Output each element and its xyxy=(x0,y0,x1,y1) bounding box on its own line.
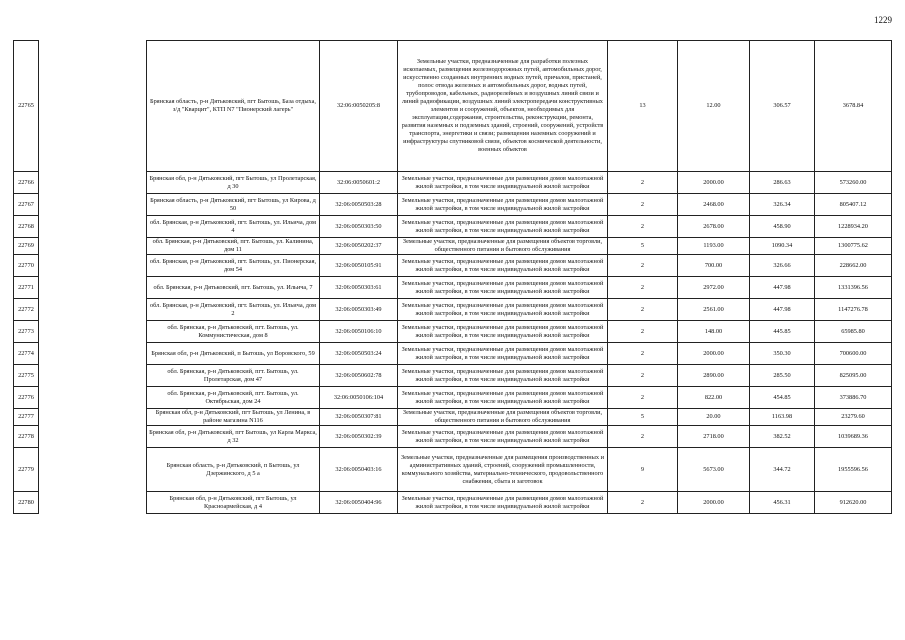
gap-cell xyxy=(39,492,147,514)
area-cell: 20.00 xyxy=(678,409,750,426)
table-row xyxy=(14,448,892,492)
row-id-cell: 22769 xyxy=(14,238,39,255)
cadastral-number-cell: 32:06:0050106:104 xyxy=(320,387,398,409)
land-use-description-cell: Земельные участки, предназначенные для размещения домов малоэтажной жилой застройки, в том числе индивидуальной жилой застройки xyxy=(398,365,608,387)
specific-value-cell: 382.52 xyxy=(750,426,815,448)
land-use-description-cell: Земельные участки, предназначенные для размещения домов малоэтажной жилой застройки, в том числе индивидуальной жилой застройки xyxy=(398,343,608,365)
land-use-description-cell: Земельные участки, предназначенные для размещения домов малоэтажной жилой застройки, в том числе индивидуальной жилой застройки xyxy=(398,194,608,216)
table-row xyxy=(14,194,892,216)
gap-cell xyxy=(39,448,147,492)
land-use-description-cell: Земельные участки, предназначенные для размещения домов малоэтажной жилой застройки, в том числе индивидуальной жилой застройки xyxy=(398,299,608,321)
table-row xyxy=(14,41,892,172)
specific-value-cell: 326.34 xyxy=(750,194,815,216)
group-code-cell: 2 xyxy=(608,365,678,387)
cadastral-value-table xyxy=(13,40,892,514)
group-code-cell: 2 xyxy=(608,172,678,194)
address-cell: Брянская обл, р-н Дятьковский, пгт Бытошь, ул Пролетарская, д 30 xyxy=(147,172,320,194)
area-cell: 2890.00 xyxy=(678,365,750,387)
group-code-cell: 13 xyxy=(608,41,678,172)
group-code-cell: 2 xyxy=(608,255,678,277)
specific-value-cell: 447.98 xyxy=(750,277,815,299)
row-id-cell: 22779 xyxy=(14,448,39,492)
table-row xyxy=(14,492,892,514)
land-use-description-cell: Земельные участки, предназначенные для размещения домов малоэтажной жилой застройки, в том числе индивидуальной жилой застройки xyxy=(398,321,608,343)
group-code-cell: 9 xyxy=(608,448,678,492)
gap-cell xyxy=(39,172,147,194)
group-code-cell: 2 xyxy=(608,426,678,448)
cadastral-number-cell: 32:06:0050404:96 xyxy=(320,492,398,514)
group-code-cell: 2 xyxy=(608,277,678,299)
cadastral-number-cell: 32:06:0050303:50 xyxy=(320,216,398,238)
cadastral-value-cell: 373886.70 xyxy=(815,387,892,409)
area-cell: 700.00 xyxy=(678,255,750,277)
cadastral-number-cell: 32:06:0050503:28 xyxy=(320,194,398,216)
specific-value-cell: 458.90 xyxy=(750,216,815,238)
specific-value-cell: 326.66 xyxy=(750,255,815,277)
row-id-cell: 22778 xyxy=(14,426,39,448)
cadastral-value-cell: 228662.00 xyxy=(815,255,892,277)
cadastral-value-cell: 1039689.36 xyxy=(815,426,892,448)
address-cell: обл. Брянская, р-н Дятьковский, пгт. Бытошь, ул. Ильича, дом 2 xyxy=(147,299,320,321)
table-row xyxy=(14,299,892,321)
specific-value-cell: 350.30 xyxy=(750,343,815,365)
specific-value-cell: 1090.34 xyxy=(750,238,815,255)
table-row xyxy=(14,409,892,426)
specific-value-cell: 306.57 xyxy=(750,41,815,172)
table-row xyxy=(14,321,892,343)
group-code-cell: 2 xyxy=(608,194,678,216)
land-use-description-cell: Земельные участки, предназначенные для размещения домов малоэтажной жилой застройки, в том числе индивидуальной жилой застройки xyxy=(398,426,608,448)
gap-cell xyxy=(39,41,147,172)
cadastral-number-cell: 32:06:0050503:24 xyxy=(320,343,398,365)
row-id-cell: 22780 xyxy=(14,492,39,514)
group-code-cell: 2 xyxy=(608,321,678,343)
area-cell: 822.00 xyxy=(678,387,750,409)
cadastral-number-cell: 32:06:0050303:49 xyxy=(320,299,398,321)
cadastral-number-cell: 32:06:0050307:81 xyxy=(320,409,398,426)
cadastral-number-cell: 32:06:0050601:2 xyxy=(320,172,398,194)
area-cell: 2678.00 xyxy=(678,216,750,238)
row-id-cell: 22773 xyxy=(14,321,39,343)
address-cell: Брянская область, р-н Дятьковский, п Бытошь, ул Дзержинского, д 5 а xyxy=(147,448,320,492)
specific-value-cell: 285.50 xyxy=(750,365,815,387)
group-code-cell: 5 xyxy=(608,238,678,255)
table-row xyxy=(14,255,892,277)
table-row xyxy=(14,277,892,299)
land-use-description-cell: Земельные участки, предназначенные для размещения объектов торговли, общественного питания и бытового обслуживания xyxy=(398,238,608,255)
row-id-cell: 22765 xyxy=(14,41,39,172)
address-cell: Брянская область, р-н Дятьковский, пгт Бытошь, База отдыха, з/д "Кварцит", КТП N7 "Пионерский лагерь" xyxy=(147,41,320,172)
table-row xyxy=(14,365,892,387)
land-use-description-cell: Земельные участки, предназначенные для размещения домов малоэтажной жилой застройки, в том числе индивидуальной жилой застройки xyxy=(398,172,608,194)
cadastral-value-cell: 825095.00 xyxy=(815,365,892,387)
area-cell: 2468.00 xyxy=(678,194,750,216)
gap-cell xyxy=(39,343,147,365)
row-id-cell: 22772 xyxy=(14,299,39,321)
area-cell: 5673.00 xyxy=(678,448,750,492)
address-cell: Брянская обл, р-н Дятьковский, п Бытошь, ул Воровского, 59 xyxy=(147,343,320,365)
address-cell: обл. Брянская, р-н Дятьковский, пгт. Бытошь, ул. Октябрьская, дом 24 xyxy=(147,387,320,409)
area-cell: 1193.00 xyxy=(678,238,750,255)
table-row xyxy=(14,216,892,238)
address-cell: обл. Брянская, р-н Дятьковский, пгт. Бытошь, ул. Ильича, 7 xyxy=(147,277,320,299)
cadastral-value-cell: 912620.00 xyxy=(815,492,892,514)
gap-cell xyxy=(39,216,147,238)
specific-value-cell: 447.98 xyxy=(750,299,815,321)
group-code-cell: 5 xyxy=(608,409,678,426)
address-cell: обл. Брянская, р-н Дятьковский, пгт. Бытошь, ул. Пионерская, дом 54 xyxy=(147,255,320,277)
address-cell: Брянская область, р-н Дятьковский, пгт Бытошь, ул Кирова, д 50 xyxy=(147,194,320,216)
row-id-cell: 22770 xyxy=(14,255,39,277)
gap-cell xyxy=(39,194,147,216)
gap-cell xyxy=(39,409,147,426)
land-use-description-cell: Земельные участки, предназначенные для размещения домов малоэтажной жилой застройки, в том числе индивидуальной жилой застройки xyxy=(398,387,608,409)
cadastral-value-cell: 23279.60 xyxy=(815,409,892,426)
land-use-description-cell: Земельные участки, предназначенные для размещения домов малоэтажной жилой застройки, в том числе индивидуальной жилой застройки xyxy=(398,277,608,299)
cadastral-value-cell: 1955596.56 xyxy=(815,448,892,492)
cadastral-number-cell: 32:06:0050205:8 xyxy=(320,41,398,172)
cadastral-number-cell: 32:06:0050403:16 xyxy=(320,448,398,492)
cadastral-value-cell: 3678.84 xyxy=(815,41,892,172)
cadastral-number-cell: 32:06:0050602:78 xyxy=(320,365,398,387)
table-row xyxy=(14,343,892,365)
cadastral-value-cell: 65985.80 xyxy=(815,321,892,343)
table-body xyxy=(14,41,892,514)
gap-cell xyxy=(39,321,147,343)
group-code-cell: 2 xyxy=(608,387,678,409)
specific-value-cell: 454.85 xyxy=(750,387,815,409)
address-cell: Брянская обл, р-н Дятьковский, пгт Бытошь, ул Карла Маркса, д 32 xyxy=(147,426,320,448)
row-id-cell: 22777 xyxy=(14,409,39,426)
address-cell: обл. Брянская, р-н Дятьковский, пгт. Бытошь, ул. Калинина, дом 11 xyxy=(147,238,320,255)
cadastral-number-cell: 32:06:0050303:61 xyxy=(320,277,398,299)
gap-cell xyxy=(39,365,147,387)
area-cell: 2718.00 xyxy=(678,426,750,448)
land-use-description-cell: Земельные участки, предназначенные для размещения объектов торговли, общественного питания и бытового обслуживания xyxy=(398,409,608,426)
land-use-description-cell: Земельные участки, предназначенные для размещения домов малоэтажной жилой застройки, в том числе индивидуальной жилой застройки xyxy=(398,492,608,514)
group-code-cell: 2 xyxy=(608,216,678,238)
address-cell: обл. Брянская, р-н Дятьковский, пгт. Бытошь, ул. Ильича, дом 4 xyxy=(147,216,320,238)
area-cell: 2000.00 xyxy=(678,343,750,365)
specific-value-cell: 445.85 xyxy=(750,321,815,343)
gap-cell xyxy=(39,277,147,299)
group-code-cell: 2 xyxy=(608,492,678,514)
land-use-description-cell: Земельные участки, предназначенные для размещения домов малоэтажной жилой застройки, в том числе индивидуальной жилой застройки xyxy=(398,255,608,277)
area-cell: 12.00 xyxy=(678,41,750,172)
area-cell: 2561.00 xyxy=(678,299,750,321)
row-id-cell: 22775 xyxy=(14,365,39,387)
row-id-cell: 22767 xyxy=(14,194,39,216)
cadastral-number-cell: 32:06:0050106:10 xyxy=(320,321,398,343)
row-id-cell: 22771 xyxy=(14,277,39,299)
cadastral-value-cell: 1331396.56 xyxy=(815,277,892,299)
table-row xyxy=(14,238,892,255)
table-row xyxy=(14,426,892,448)
specific-value-cell: 344.72 xyxy=(750,448,815,492)
cadastral-number-cell: 32:06:0050302:39 xyxy=(320,426,398,448)
area-cell: 2000.00 xyxy=(678,492,750,514)
area-cell: 148.00 xyxy=(678,321,750,343)
cadastral-value-cell: 1300775.62 xyxy=(815,238,892,255)
gap-cell xyxy=(39,299,147,321)
row-id-cell: 22776 xyxy=(14,387,39,409)
cadastral-number-cell: 32:06:0050105:91 xyxy=(320,255,398,277)
gap-cell xyxy=(39,255,147,277)
gap-cell xyxy=(39,426,147,448)
area-cell: 2000.00 xyxy=(678,172,750,194)
land-use-description-cell: Земельные участки, предназначенные для разработки полезных ископаемых, размещения железнодорожных путей, автомобильных дорог, искусственно созданных внутренних водных путей, причалов, пристаней, полос отвода железных и автомобильных дорог, водных путей, трубопроводов, кабельных, радиорелейных и воздушных линий связи и линий радиофикации, воздушных линий электропередачи конструктивных элементов и сооружений, объектов, необходимых для эксплуатации,содержания, строительства, реконструкции, ремонта, развития наземных и подземных зданий, строений, сооружений, устройств транспорта, энергетики и связи; размещения наземных сооружений и инфраструктуры спутниковой связи, объектов космической деятельности, военных объектов xyxy=(398,41,608,172)
land-use-description-cell: Земельные участки, предназначенные для размещения домов малоэтажной жилой застройки, в том числе индивидуальной жилой застройки xyxy=(398,216,608,238)
gap-cell xyxy=(39,387,147,409)
table-row xyxy=(14,172,892,194)
cadastral-value-cell: 1147276.78 xyxy=(815,299,892,321)
gap-cell xyxy=(39,238,147,255)
group-code-cell: 2 xyxy=(608,343,678,365)
cadastral-value-cell: 573260.00 xyxy=(815,172,892,194)
area-cell: 2972.00 xyxy=(678,277,750,299)
land-use-description-cell: Земельные участки, предназначенные для размещения производственных и административных зданий, строений, сооружений промышленности, коммунального хозяйства, материально-технического, продовольственного снабжения, сбыта и заготовок xyxy=(398,448,608,492)
address-cell: Брянская обл, р-н Дятьковский, пгт Бытошь, ул Красноармейская, д 4 xyxy=(147,492,320,514)
address-cell: обл. Брянская, р-н Дятьковский, пгт. Бытошь, ул. Коммунистическая, дом 8 xyxy=(147,321,320,343)
cadastral-value-cell: 700600.00 xyxy=(815,343,892,365)
specific-value-cell: 286.63 xyxy=(750,172,815,194)
address-cell: Брянская обл, р-н Дятьковский, пгт Бытошь, ул Ленина, в районе магазина N116 xyxy=(147,409,320,426)
cadastral-value-cell: 805407.12 xyxy=(815,194,892,216)
row-id-cell: 22766 xyxy=(14,172,39,194)
address-cell: обл. Брянская, р-н Дятьковский, пгт. Бытошь, ул. Пролетарская, дом 47 xyxy=(147,365,320,387)
specific-value-cell: 456.31 xyxy=(750,492,815,514)
row-id-cell: 22774 xyxy=(14,343,39,365)
group-code-cell: 2 xyxy=(608,299,678,321)
cadastral-number-cell: 32:06:0050202:37 xyxy=(320,238,398,255)
row-id-cell: 22768 xyxy=(14,216,39,238)
specific-value-cell: 1163.98 xyxy=(750,409,815,426)
page-number: 1229 xyxy=(874,15,892,25)
cadastral-value-cell: 1228934.20 xyxy=(815,216,892,238)
table-row xyxy=(14,387,892,409)
